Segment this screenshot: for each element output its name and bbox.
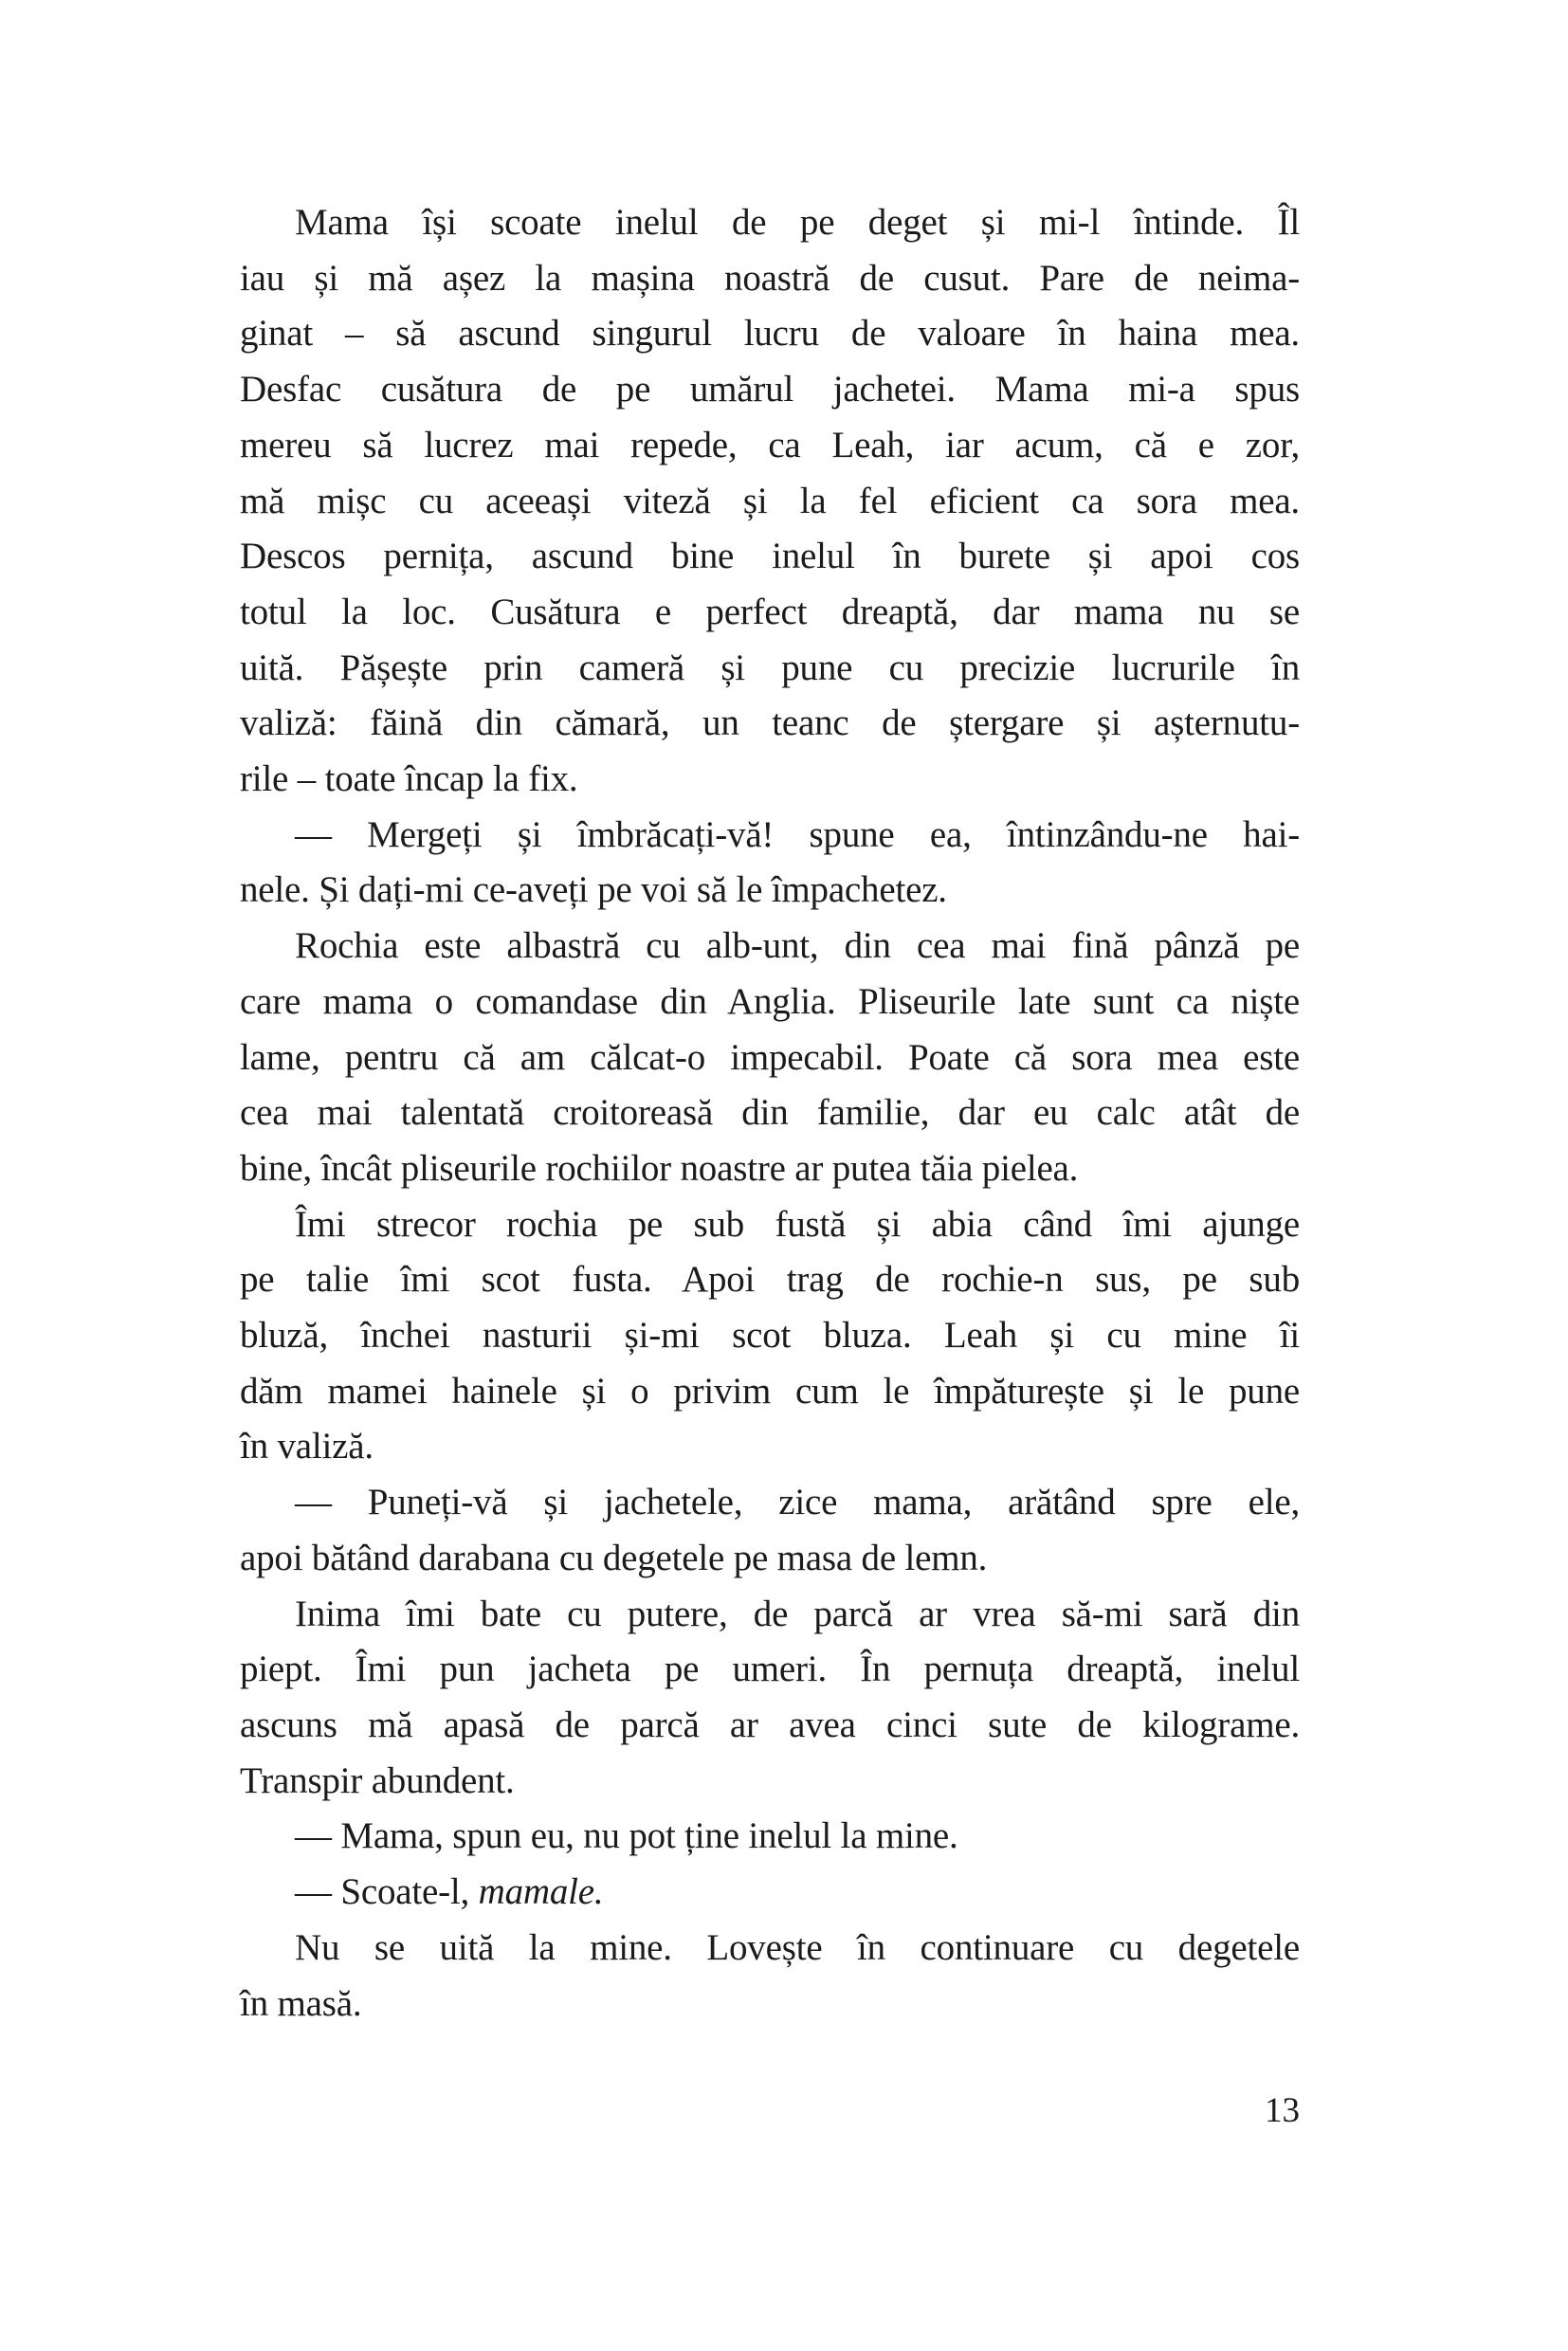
text-line: Rochia este albastră cu alb-unt, din cea mai fină pânză pe [295, 925, 1300, 967]
text-line: pe talie îmi scot fusta. Apoi trag de rochie-n sus, pe sub [240, 1259, 1300, 1301]
text-line: Descos pernița, ascund bine inelul în burete și apoi cos [240, 536, 1300, 577]
text-line: rile – toate încap la fix. [240, 758, 578, 800]
text-line: — Puneți-vă și jachetele, zice mama, arătând spre ele, [295, 1482, 1300, 1523]
text-line: mereu să lucrez mai repede, ca Leah, iar acum, că e zor, [240, 424, 1300, 465]
text-line: cea mai talentată croitoreasă din familie, dar eu calc atât de [240, 1092, 1300, 1134]
text-line: bluză, închei nasturii și-mi scot bluza. Leah și cu mine îi [240, 1315, 1300, 1357]
text-line: în valiză. [240, 1426, 374, 1467]
text-line: — Mama, spun eu, nu pot ține inelul la mine. [295, 1815, 958, 1857]
text-line: dăm mamei hainele și o privim cum le împăturește și le pune [240, 1370, 1300, 1412]
text-line: bine, încât pliseurile rochiilor noastre ar putea tăia pielea. [240, 1147, 1079, 1189]
text-line: apoi bătând darabana cu degetele pe masa de lemn. [240, 1537, 988, 1578]
text-line: Mama își scoate inelul de pe deget și mi-l întinde. Îl [295, 202, 1300, 243]
text-line: ascuns mă apasă de parcă ar avea cinci sute de kilograme. [240, 1704, 1300, 1745]
text-line: Inima îmi bate cu putere, de parcă ar vrea să-mi sară din [295, 1593, 1300, 1634]
text-line: piept. Îmi pun jacheta pe umeri. În pernuța dreaptă, inelul [240, 1649, 1300, 1690]
text-line: valiză: făină din cămară, un teanc de ștergare și așternutu- [240, 702, 1300, 744]
page-number: 13 [1265, 2091, 1300, 2130]
text-line: Nu se uită la mine. Lovește în continuare cu degetele [295, 1926, 1300, 1968]
italic-word: mamale. [478, 1871, 604, 1913]
text-line: — Mergeți și îmbrăcați-vă! spune ea, întinzându-ne hai- [295, 813, 1300, 855]
text-line: lame, pentru că am călcat-o impecabil. Poate că sora mea este [240, 1036, 1300, 1078]
text-line: în masă. [240, 1982, 362, 2024]
text-line: Transpir abundent. [240, 1759, 515, 1801]
text-line: ginat – să ascund singurul lucru de valoare în haina mea. [240, 313, 1300, 355]
text-line: uită. Pășește prin cameră și pune cu precizie lucrurile în [240, 647, 1300, 688]
text-line: nele. Și dați-mi ce-aveți pe voi să le împachetez. [240, 869, 947, 911]
text-line: mă mișc cu aceeași viteză și la fel eficient ca sora mea. [240, 480, 1300, 521]
text-line: Îmi strecor rochia pe sub fustă și abia când îmi ajunge [295, 1203, 1300, 1245]
text-block [240, 195, 1300, 2032]
text-line: care mama o comandase din Anglia. Pliseurile late sunt ca niște [240, 980, 1300, 1022]
text-line: iau și mă așez la mașina noastră de cusut. Pare de neima- [240, 257, 1300, 299]
text-line: — Scoate-l, mamale. [295, 1871, 604, 1913]
text-line: Desfac cusătura de pe umărul jachetei. Mama mi-a spus [240, 369, 1300, 410]
text-line: totul la loc. Cusătura e perfect dreaptă, dar mama nu se [240, 591, 1300, 632]
